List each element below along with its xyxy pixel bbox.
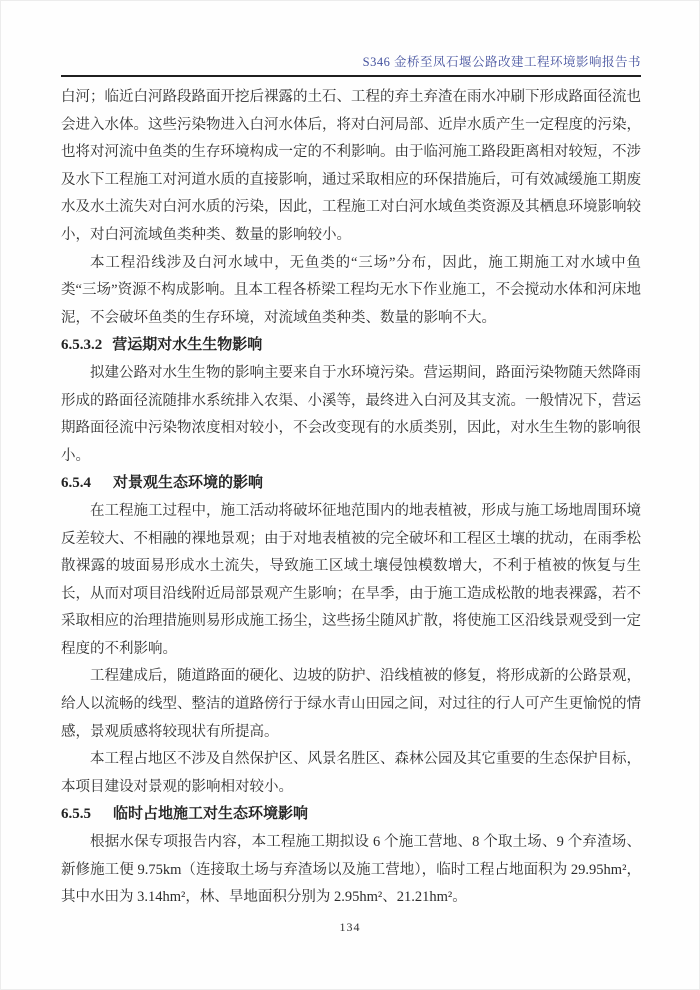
heading-number: 6.5.4 (61, 475, 91, 492)
paragraph-fish-three-grounds: 本工程沿线涉及白河水域中，无鱼类的“三场”分布，因此，施工期施工对水域中鱼类“三场”资源不构成影响。且本工程各桥梁工程均无水下作业施工，不会搅动水体和河床地泥，不会破坏鱼类的生存环境，对流域鱼类种类、数量的影响不大。 (61, 254, 641, 326)
heading-number: 6.5.5 (61, 806, 91, 823)
paragraph-construction-impact-baihe: 白河；临近白河路段路面开挖后裸露的土石、工程的弃土弃渣在雨水冲刷下形成路面径流也会进入水体。这些污染物进入白河水体后，将对白河局部、近岸水质产生一定程度的污染，也将对河流中鱼类的生存环境构成一定的不利影响。由于临河施工路段距离相对较短，不涉及水下工程施工对河道水质的直接影响，通过采取相应的环保措施后，可有效减缓施工期废水及水土流失对白河水质的污染，因此，工程施工对白河水域鱼类资源及其栖息环境影响较小，对白河流域鱼类种类、数量的影响较小。 (61, 89, 641, 243)
section-heading-6-5-5 (61, 801, 641, 829)
heading-title: 临时占地施工对生态环境影响 (113, 806, 309, 823)
paragraph-landscape-construction-impact: 在工程施工过程中，施工活动将破坏征地范围内的地表植被，形成与施工场地周围环境反差较大、不相融的裸地景观；由于对地表植被的完全破坏和工程区土壤的扰动，在雨季松散裸露的坡面易形成水土流失，导致施工区域土壤侵蚀模数增大，不利于植被的恢复与生长，从而对项目沿线附近局部景观产生影响；在旱季，由于施工造成松散的地表裸露，若不采取相应的治理措施则易形成施工扬尘，这些扬尘随风扩散，将使施工区沿线景观受到一定程度的不利影响。 (61, 502, 641, 657)
section-heading-6-5-3-2 (61, 332, 641, 360)
paragraph-landscape-after-completion: 工程建成后，随道路面的硬化、边坡的防护、沿线植被的修复，将形成新的公路景观，给人以流畅的线型、整洁的道路傍行于绿水青山田园之间，对过往的行人可产生更愉悦的情感，景观质感将较现状有所提高。 (61, 668, 641, 740)
heading-title: 营运期对水生生物影响 (112, 337, 263, 354)
paragraph-operation-aquatic-impact: 拟建公路对水生生物的影响主要来自于水环境污染。营运期间，路面污染物随天然降雨形成的路面径流随排水系统排入农渠、小溪等，最终进入白河及其支流。一般情况下，营运期路面径流中污染物浓度相对较小，不会改变现有的水质类别，因此，对水生生物的影响很小。 (61, 364, 641, 464)
running-header-title: S346 金桥至凤石堰公路改建工程环境影响报告书 (362, 55, 641, 69)
page-number: 134 (339, 920, 361, 934)
paragraph-protected-areas: 本工程占地区不涉及自然保护区、风景名胜区、森林公园及其它重要的生态保护目标，本项目建设对景观的影响相对较小。 (61, 751, 641, 795)
paragraph-temporary-land-occupation: 根据水保专项报告内容，本工程施工期拟设 6 个施工营地、8 个取土场、9 个弃渣场、新修施工便 9.75km（连接取土场与弃渣场以及施工营地），临时工程占地面积为 29.95hm²，其中水田为 3.14hm²，林、旱地面积分别为 2.95hm²、21.21hm²。 (61, 834, 641, 906)
heading-title: 对景观生态环境的影响 (113, 475, 264, 492)
section-heading-6-5-4 (61, 470, 641, 498)
heading-number: 6.5.3.2 (61, 337, 103, 354)
document-body (61, 84, 641, 912)
header-rule-line (61, 75, 641, 77)
